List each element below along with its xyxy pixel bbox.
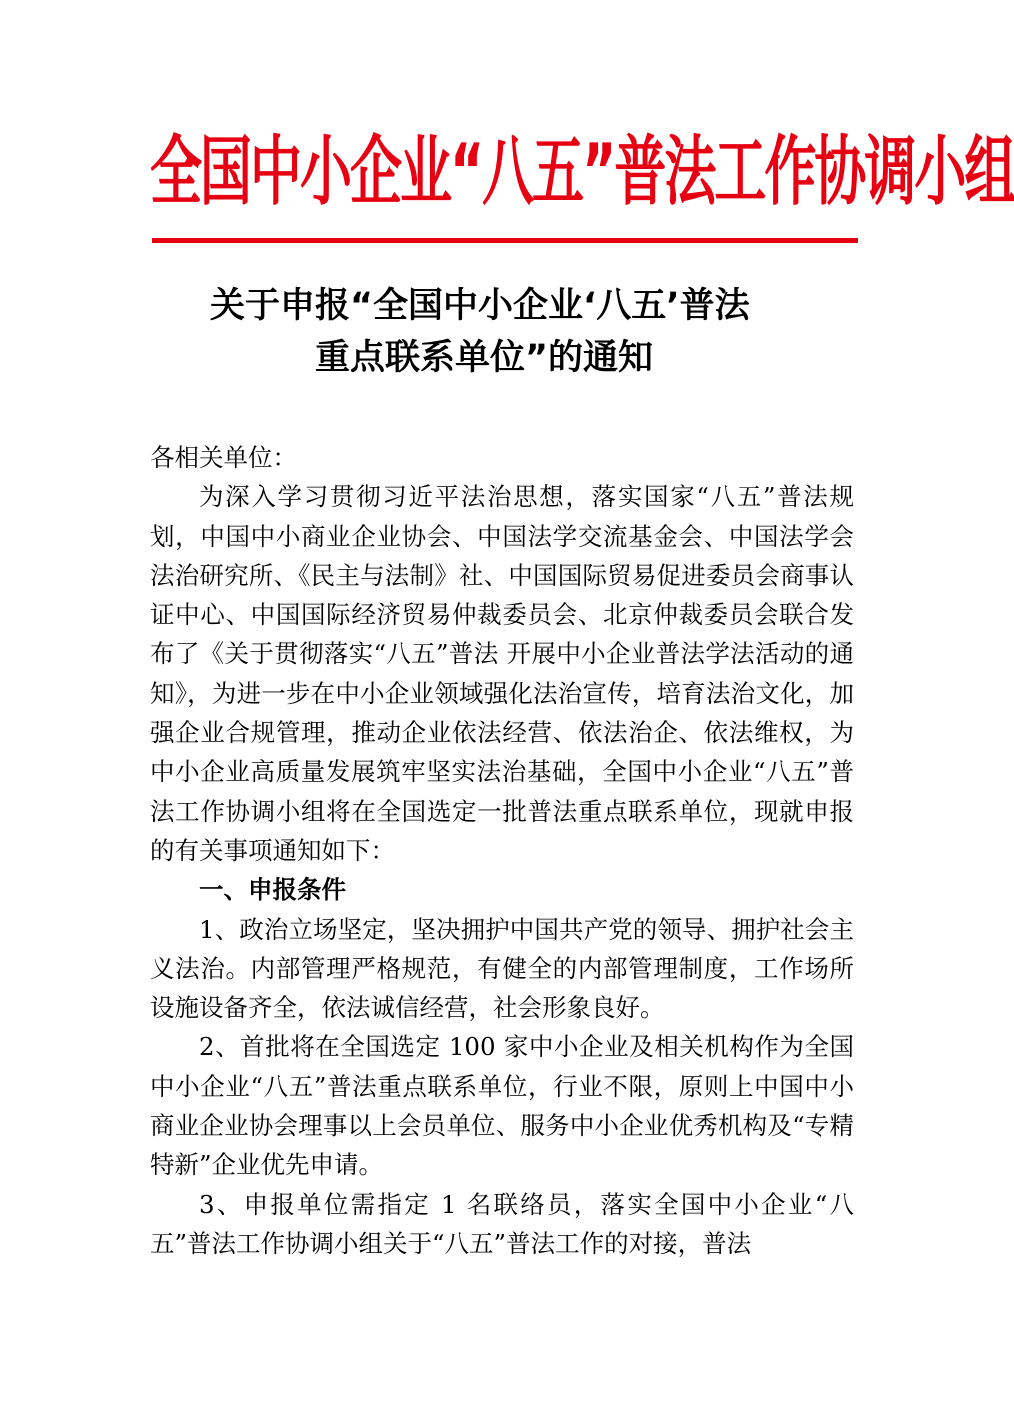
section-heading-application-conditions: 一、申报条件 (199, 875, 346, 905)
letterhead-text: 全国中小企业“八五”普法工作协调小组 (150, 129, 1014, 217)
intro-paragraph: 为深入学习贯彻习近平法治思想，落实国家“八五”普法规划，中国中小商业企业协会、中国法学交流基金会、中国法学会法治研究所、《民主与法制》社、中国国际贸易促进委员会商事认证中心、中国国际经济贸易仲裁委员会、北京仲裁委员会联合发布了《关于贯彻落实“八五”普法 开展中小企业普法学法活动的通知》，为进一步在中小企业领域强化法治宣传，培育法治文化，加强企业合规管理，推动企业依法经营、依法治企、依法维权，为中小企业高质量发展筑牢坚实法治基础，全国中小企业“八五”普法工作协调小组将在全国选定一批普法重点联系单位，现就申报的有关事项通知如下： (150, 482, 854, 865)
document-title-line-2: 重点联系单位”的通知 (315, 338, 654, 378)
document-title-line-1: 关于申报“全国中小企业‘八五’普法 (210, 286, 750, 326)
document-body (150, 438, 854, 1263)
letterhead-red-rule (152, 238, 858, 243)
condition-item-1: 1、政治立场坚定，坚决拥护中国共产党的领导、拥护社会主义法治。内部管理严格规范，有健全的内部管理制度，工作场所设施设备齐全，依法诚信经营，社会形象良好。 (150, 914, 854, 1023)
condition-item-2: 2、首批将在全国选定 100 家中小企业及相关机构作为全国中小企业“八五”普法重点联系单位，行业不限，原则上中国中小商业企业协会理事以上会员单位、服务中小企业优秀机构及“专精特新”企业优先申请。 (150, 1032, 854, 1180)
document-title (150, 280, 850, 384)
condition-item-3: 3、申报单位需指定 1 名联络员，落实全国中小企业“八五”普法工作协调小组关于“八五”普法工作的对接，普法 (150, 1189, 854, 1258)
letterhead-org-name (150, 128, 1014, 218)
salutation: 各相关单位： (150, 443, 297, 472)
